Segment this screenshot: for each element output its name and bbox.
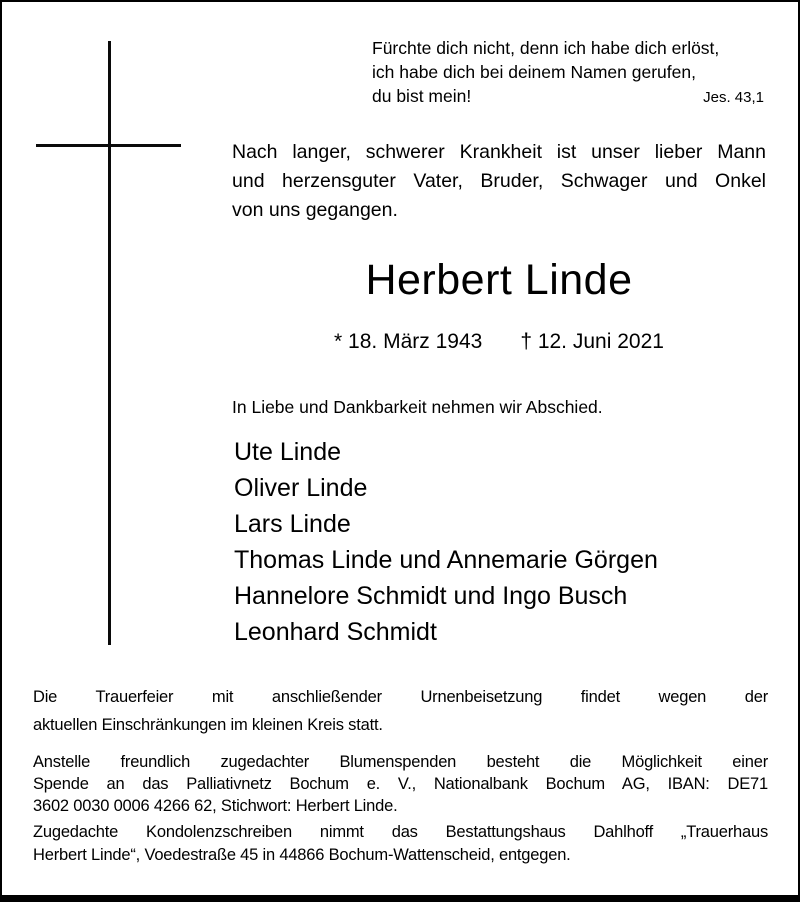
mourner-name: Ute Linde bbox=[234, 438, 342, 466]
funeral-notice-line: aktuellen Einschränkungen im kleinen Kreis statt. bbox=[33, 716, 383, 734]
donation-notice-line: Anstelle freundlich zugedachter Blumenspenden besteht die Möglichkeit einer bbox=[33, 753, 768, 771]
scripture-reference: Jes. 43,1 bbox=[703, 89, 764, 106]
death-date: † 12. Juni 2021 bbox=[520, 330, 664, 353]
mourner-name: Hannelore Schmidt und Ingo Busch bbox=[234, 582, 628, 610]
funeral-notice bbox=[33, 683, 768, 739]
mourner-name: Leonhard Schmidt bbox=[234, 618, 437, 646]
donation-notice-line: 3602 0030 0006 4266 62, Stichwort: Herbert Linde. bbox=[33, 797, 398, 815]
birth-date: * 18. März 1943 bbox=[334, 330, 483, 353]
obituary-intro bbox=[232, 138, 766, 225]
scripture-line: Fürchte dich nicht, denn ich habe dich erlöst, bbox=[372, 38, 720, 58]
deceased-name: Herbert Linde bbox=[365, 256, 633, 304]
life-dates bbox=[232, 330, 766, 354]
mourners-list bbox=[234, 434, 768, 650]
farewell-line: In Liebe und Dankbarkeit nehmen wir Abschied. bbox=[232, 397, 603, 417]
scripture-line: du bist mein! bbox=[372, 86, 472, 106]
intro-line: von uns gegangen. bbox=[232, 199, 398, 221]
mourner-name: Thomas Linde und Annemarie Görgen bbox=[234, 546, 658, 574]
cross-horizontal-bar bbox=[36, 144, 181, 147]
bottom-rule bbox=[0, 895, 800, 902]
donation-notice-line: Spende an das Palliativnetz Bochum e. V., Nationalbank Bochum AG, IBAN: DE71 bbox=[33, 775, 768, 793]
scripture-line: ich habe dich bei deinem Namen gerufen, bbox=[372, 62, 696, 82]
condolence-notice-line: Zugedachte Kondolenzschreiben nimmt das Bestattungshaus Dahlhoff „Trauerhaus bbox=[33, 823, 768, 841]
condolence-notice-line: Herbert Linde“, Voedestraße 45 in 44866 Bochum-Wattenscheid, entgegen. bbox=[33, 846, 571, 864]
funeral-notice-line: Die Trauerfeier mit anschließender Urnenbeisetzung findet wegen der bbox=[33, 688, 768, 706]
cross-vertical-bar bbox=[108, 41, 111, 645]
condolence-notice bbox=[33, 821, 768, 867]
mourner-name: Lars Linde bbox=[234, 510, 351, 538]
intro-line: Nach langer, schwerer Krankheit ist unser lieber Mann bbox=[232, 141, 766, 163]
intro-line: und herzensguter Vater, Bruder, Schwager und Onkel bbox=[232, 170, 766, 192]
mourner-name: Oliver Linde bbox=[234, 474, 368, 502]
donation-notice bbox=[33, 751, 768, 817]
